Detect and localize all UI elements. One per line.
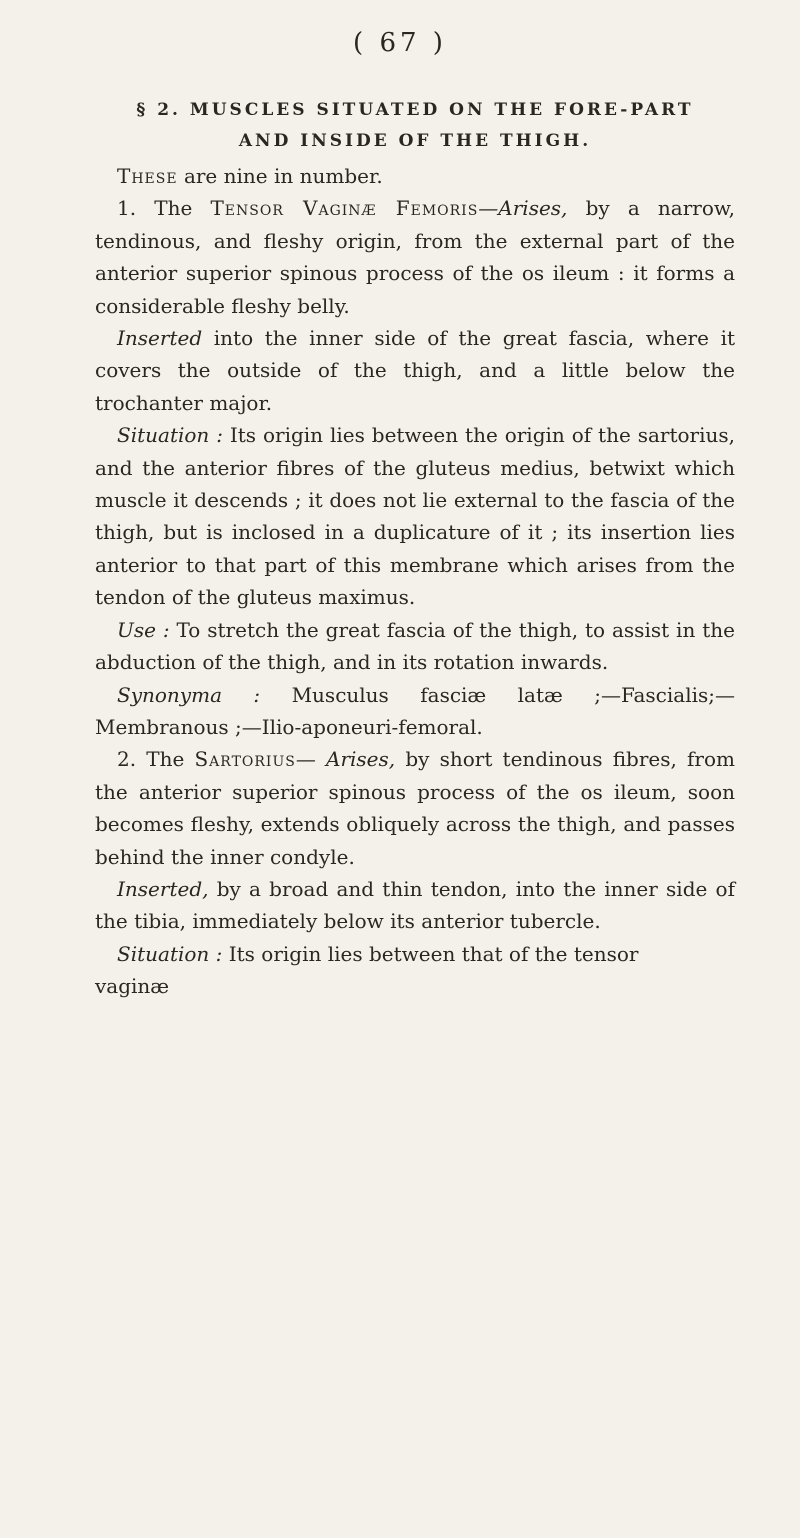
muscle-1-inserted	[95, 322, 735, 419]
catchword: vaginæ	[95, 974, 170, 999]
body-text	[95, 160, 735, 1003]
muscle-1-synonyma-text: Musculus fasciæ latæ ;—Fascialis;—Membranous ;—Ilio-aponeuri-femoral.	[95, 682, 735, 739]
muscle-1-use	[95, 614, 735, 679]
muscle-2-number: 2. The	[117, 747, 195, 772]
muscle-1-use-text: To stretch the great fascia of the thigh, to assist in the abduction of the thigh, and in its rotation inwards.	[95, 617, 735, 675]
muscle-1-situation-text: Its origin lies between the origin of the sartorius, and the anterior fibres of the gluteus medius, betwixt which muscle it descends ; it does not lie external to the fascia of the thigh, but is inclosed in a duplicature of it ; its insertion lies anterior to that part of this membrane which arises from the tendon of the gluteus maximus.	[95, 423, 735, 610]
muscle-1-number: 1. The	[117, 196, 211, 221]
page-number: ( 67 )	[353, 28, 447, 58]
muscle-1-synonyma	[95, 679, 735, 744]
muscle-1-synonyma-label: Synonyma :	[117, 682, 261, 707]
muscle-2-situation-text: Its origin lies between that of the tensor	[222, 941, 639, 966]
muscle-1-situation-label: Situation :	[117, 423, 223, 448]
muscle-1-name: Tensor Vaginæ Femoris	[210, 196, 479, 221]
intro-paragraph	[95, 160, 735, 192]
muscle-2-inserted-label: Inserted,	[117, 876, 209, 901]
muscle-2-inserted	[95, 873, 735, 938]
muscle-1-situation	[95, 419, 735, 613]
muscle-1-arises-text: by a narrow, tendinous, and fleshy origin, from the external part of the anterior superior spinous process of the os ileum : it forms a considerable fleshy belly.	[95, 196, 735, 318]
muscle-1-inserted-label: Inserted	[117, 326, 203, 351]
muscle-2-arises-label: — Arises,	[295, 747, 396, 772]
muscle-2-situation-label: Situation :	[117, 941, 223, 966]
muscle-2-inserted-text: by a broad and thin tendon, into the inner side of the tibia, immediately below its anterior tubercle.	[95, 876, 735, 934]
muscle-1-arises	[95, 192, 735, 322]
muscle-2-arises	[95, 743, 735, 873]
intro-lead: These	[117, 164, 178, 188]
heading-line-1: § 2. MUSCLES SITUATED ON THE FORE-PART	[136, 100, 694, 120]
muscle-1-use-label: Use :	[117, 617, 170, 642]
intro-rest: are nine in number.	[177, 164, 383, 188]
section-heading	[105, 95, 725, 157]
muscle-1-inserted-text: into the inner side of the great fascia, where it covers the outside of the thigh, and a little below the trochanter major.	[95, 326, 735, 415]
heading-line-2: AND INSIDE OF THE THIGH.	[238, 131, 592, 151]
muscle-2-arises-text: by short tendinous fibres, from the anterior superior spinous process of the os ileum, soon becomes fleshy, extends obliquely across the thigh, and passes behind the inner condyle.	[95, 747, 735, 869]
muscle-2-situation	[95, 938, 735, 970]
muscle-1-arises-label: —Arises,	[478, 196, 568, 221]
muscle-2-name: Sartorius	[194, 747, 296, 772]
